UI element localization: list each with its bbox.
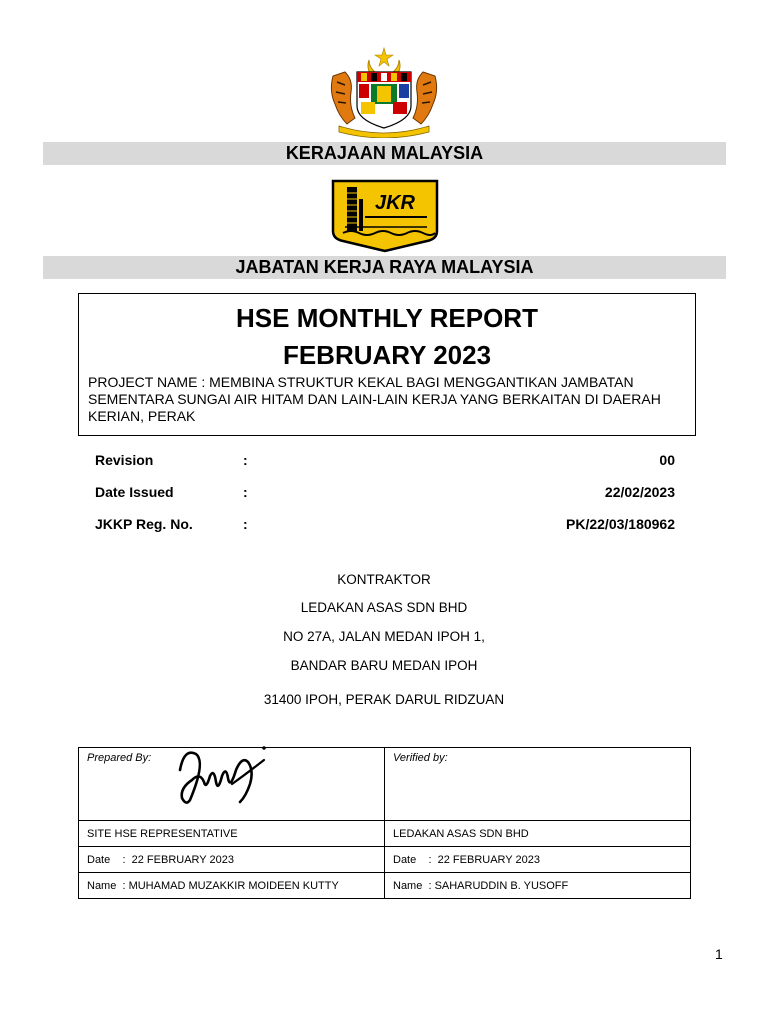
department-title: JABATAN KERJA RAYA MALAYSIA <box>235 257 534 277</box>
contractor-address-line1: NO 27A, JALAN MEDAN IPOH 1, <box>283 629 485 644</box>
coat-of-arms-emblem <box>325 46 443 138</box>
report-period: FEBRUARY 2023 <box>282 340 492 370</box>
prepared-date: Date : 22 FEBRUARY 2023 <box>79 847 385 873</box>
verified-date: Date : 22 FEBRUARY 2023 <box>385 847 691 873</box>
jkkp-reg-value: PK/22/03/180962 <box>566 516 675 532</box>
revision-colon: : <box>243 452 248 468</box>
revision-label: Revision <box>95 452 154 468</box>
date-issued-colon: : <box>243 484 248 500</box>
date-issued-value: 22/02/2023 <box>604 484 675 500</box>
contractor-name: LEDAKAN ASAS SDN BHD <box>300 600 468 615</box>
report-title-box <box>78 293 696 436</box>
project-name: PROJECT NAME : MEMBINA STRUKTUR KEKAL BAGI MENGGANTIKAN JAMBATAN SEMENTARA SUNGAI AIR HITAM DAN LAIN-LAIN KERJA YANG BERKAITAN DI DAERAH KERIAN, PERAK <box>88 374 661 424</box>
contractor-heading: KONTRAKTOR <box>337 572 431 587</box>
signoff-table <box>78 747 691 899</box>
jkr-logo <box>331 179 439 253</box>
prepared-by-cell <box>79 748 385 821</box>
svg-text:JKR: JKR <box>374 192 416 214</box>
contractor-address-line3: 31400 IPOH, PERAK DARUL RIDZUAN <box>263 692 505 707</box>
government-title: KERAJAAN MALAYSIA <box>285 143 484 163</box>
verified-role: LEDAKAN ASAS SDN BHD <box>385 821 691 847</box>
revision-value: 00 <box>659 452 675 468</box>
prepared-role: SITE HSE REPRESENTATIVE <box>79 821 385 847</box>
verified-by-cell <box>385 748 691 821</box>
date-issued-label: Date Issued <box>95 484 174 500</box>
prepared-name: Name : MUHAMAD MUZAKKIR MOIDEEN KUTTY <box>79 873 385 899</box>
verified-by-label: Verified by: <box>393 752 448 764</box>
page-number: 1 <box>715 946 723 962</box>
department-banner <box>43 256 726 279</box>
jkkp-reg-label: JKKP Reg. No. <box>95 516 193 532</box>
verified-name: Name : SAHARUDDIN B. YUSOFF <box>385 873 691 899</box>
government-banner <box>43 142 726 165</box>
report-title: HSE MONTHLY REPORT <box>236 303 538 333</box>
contractor-address-line2: BANDAR BARU MEDAN IPOH <box>290 658 478 673</box>
jkkp-reg-colon: : <box>243 516 248 532</box>
prepared-by-label: Prepared By: <box>87 752 152 764</box>
